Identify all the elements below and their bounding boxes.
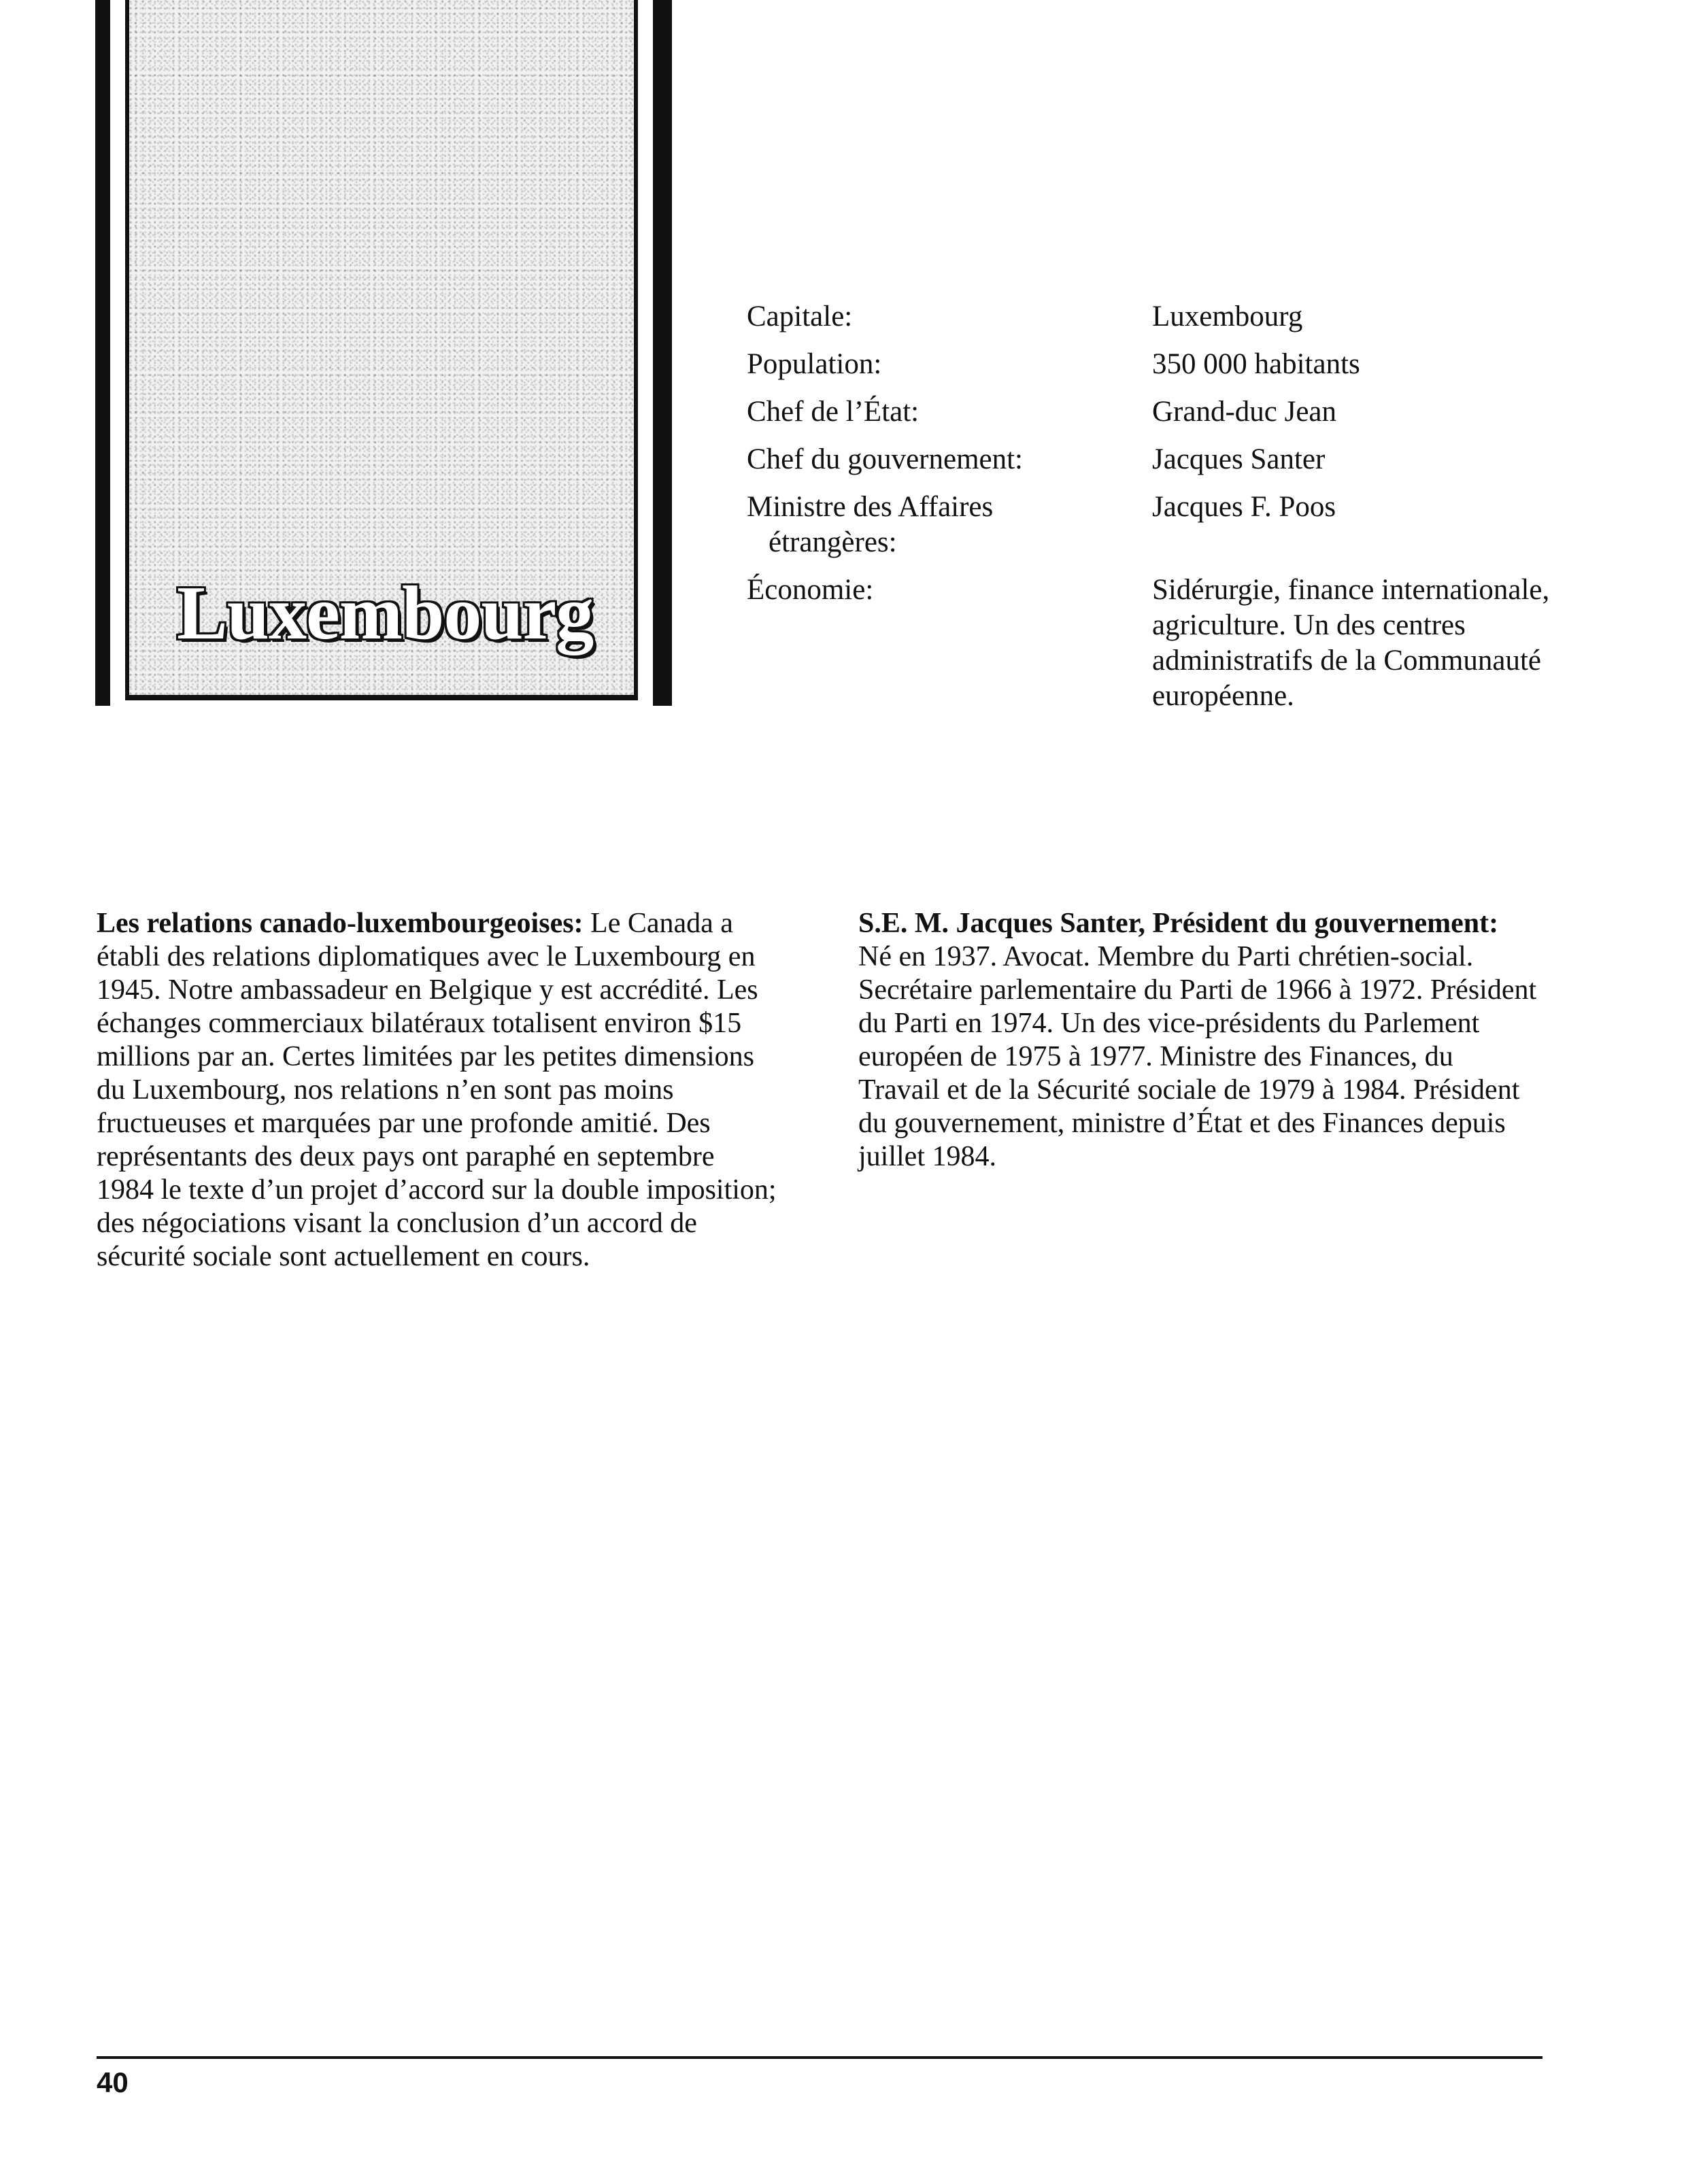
country-title: Luxembourg [177, 571, 594, 655]
facts-table [747, 299, 1631, 726]
stippled-panel [125, 0, 638, 700]
fact-row-population [747, 347, 1631, 382]
biography-text: Né en 1937. Avocat. Membre du Parti chrétien-social. Secrétaire parlementaire du Parti de 1966 à 1972. Président du Parti en 1974. Un des vice-présidents du Parlement européen de 1975 à 1977. Ministre des Finances, du Travail et de la Sécurité sociale de 1979 à 1984. Président du gouvernement, ministre d’État et des Finances depuis juillet 1984. [858, 941, 1537, 1172]
fact-value: Sidérurgie, finance internationale, agriculture. Un des centres administratifs de la Communauté européenne. [1152, 574, 1550, 712]
fact-value: 350 000 habitants [1152, 348, 1360, 380]
biography-heading: S.E. M. Jacques Santer, Président du gouvernement: [858, 908, 1499, 939]
fact-label: Chef de l’État: [747, 396, 920, 428]
fact-row-head-of-state [747, 394, 1631, 430]
fact-label [747, 490, 1100, 560]
fact-value: Luxembourg [1152, 301, 1303, 332]
fact-value: Grand-duc Jean [1152, 396, 1337, 428]
fact-value: Jacques F. Poos [1152, 491, 1336, 523]
fact-row-foreign-minister [747, 490, 1631, 560]
biography-paragraph [858, 907, 1538, 1174]
page-number: 40 [97, 2066, 129, 2098]
fact-label-continuation: étrangères: [769, 526, 897, 558]
fact-label-line: Ministre des Affaires [747, 491, 994, 523]
fact-row-economy [747, 573, 1631, 714]
fact-label: Population: [747, 348, 882, 380]
fact-label: Capitale: [747, 301, 853, 332]
frame-bar-left [95, 0, 110, 706]
fact-label: Économie: [747, 574, 874, 606]
relations-heading: Les relations canado-luxembourgeoises: [97, 908, 584, 939]
fact-value: Jacques Santer [1152, 443, 1326, 475]
footer-rule [97, 2056, 1542, 2059]
title-box [95, 0, 672, 706]
relations-text: Le Canada a établi des relations diplomatiques avec le Luxembourg en 1945. Notre ambassadeur en Belgique y est accrédité. Les échanges commerciaux bilatéraux totalisent environ $15 millions par an. Certes limitées par les petites dimensions du Luxembourg, nos relations n’en sont pas moins fructueuses et marquées par une profonde amitié. Des représentants des deux pays ont paraphé en septembre 1984 le texte d’un projet d’accord sur la double imposition; des négociations visant la conclusion d’un accord de sécurité sociale sont actuellement en cours. [97, 908, 777, 1272]
fact-label: Chef du gouvernement: [747, 443, 1024, 475]
fact-row-head-of-government [747, 442, 1631, 477]
relations-paragraph [97, 907, 777, 1274]
frame-bar-right [653, 0, 672, 706]
fact-row-capital [747, 299, 1631, 335]
